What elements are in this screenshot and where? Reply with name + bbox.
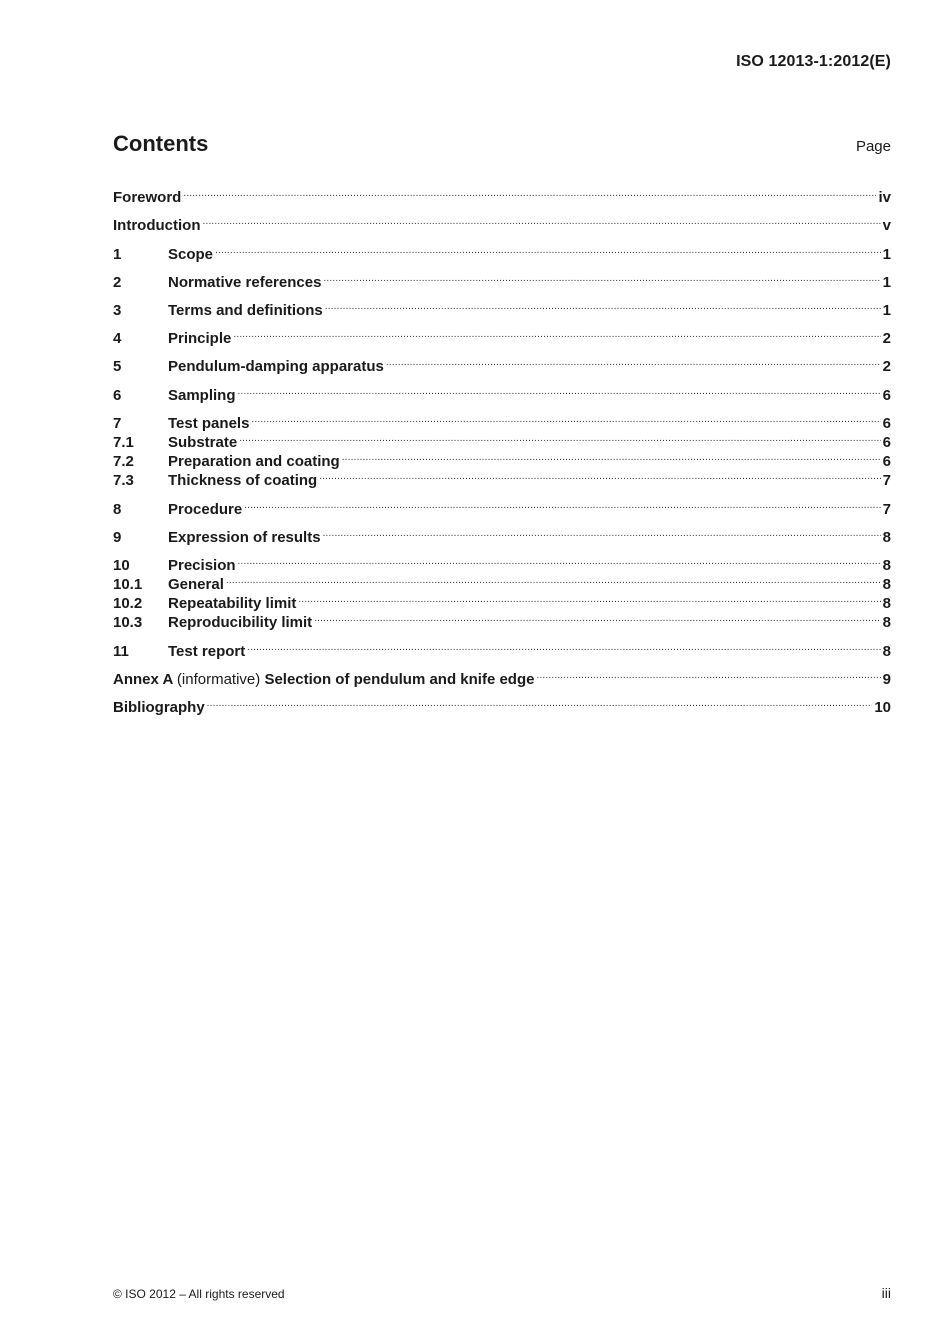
toc-leader-dots [207,693,873,712]
toc-entry-page: 1 [882,302,891,319]
toc-entry-precision[interactable] [113,551,891,574]
annex-label: Annex A [113,671,173,688]
toc-entry-number: 8 [113,501,122,518]
toc-entry-page: 8 [882,557,891,574]
toc-entry-title [113,671,534,688]
toc-entry-title: Bibliography [113,699,205,716]
toc-entry-title: Terms and definitions [168,302,323,319]
toc-entry-title: Pendulum-damping apparatus [168,358,384,375]
toc-leader-dots [319,466,880,485]
toc-entry-bibliography[interactable] [113,693,891,716]
toc-entry-number: 9 [113,529,122,546]
toc-entry-scope[interactable] [113,240,891,263]
toc-entry-introduction[interactable] [113,211,891,234]
toc-entry-page: 2 [882,330,891,347]
toc-entry-page: 6 [882,415,891,432]
footer-page-number: iii [881,1285,891,1301]
toc-entry-terms-and-definitions[interactable] [113,296,891,319]
toc-entry-title: General [168,576,224,593]
toc-entry-title: Introduction [113,217,201,234]
toc-leader-dots [202,211,880,230]
toc-entry-number: 7 [113,415,122,432]
toc-entry-page: 7 [882,501,891,518]
toc-entry-title: Foreword [113,189,182,206]
toc-entry-title: Preparation and coating [168,453,340,470]
toc-entry-normative-references[interactable] [113,268,891,291]
toc-entry-number: 10.1 [113,576,143,593]
contents-heading: Contents [113,131,209,156]
toc-leader-dots [238,381,881,400]
toc-leader-dots [239,428,880,447]
toc-leader-dots [233,324,880,343]
toc-entry-test-panels[interactable] [113,409,891,432]
toc-leader-dots [314,608,880,627]
toc-entry-general[interactable] [113,570,891,593]
toc-entry-page: 10 [874,699,891,716]
toc-entry-number: 4 [113,330,122,347]
toc-leader-dots [183,183,876,202]
toc-entry-title: Procedure [168,501,243,518]
toc-entry-preparation-and-coating[interactable] [113,447,891,470]
toc-leader-dots [342,447,881,466]
toc-entry-page: 8 [882,614,891,631]
toc-entry-foreword[interactable] [113,183,891,206]
toc-leader-dots [325,296,881,315]
toc-entry-page: 9 [882,671,891,688]
toc-entry-number: 1 [113,246,122,263]
annex-note: (informative) [176,671,261,688]
toc-entry-page: 7 [882,472,891,489]
toc-entry-page: 6 [882,453,891,470]
toc-leader-dots [323,523,881,542]
toc-entry-test-report[interactable] [113,637,891,660]
toc-leader-dots [323,268,880,287]
toc-entry-repeatability-limit[interactable] [113,589,891,612]
toc-entry-title: Test report [168,643,246,660]
toc-entry-number: 7.1 [113,434,134,451]
toc-entry-sampling[interactable] [113,381,891,404]
page-column-label: Page [855,138,891,155]
toc-entry-page: 6 [882,387,891,404]
toc-entry-number: 7.3 [113,472,134,489]
toc-entry-title: Precision [168,557,236,574]
toc-entry-title: Repeatability limit [168,595,297,612]
toc-leader-dots [251,409,880,428]
toc-leader-dots [386,352,881,371]
toc-leader-dots [298,589,880,608]
toc-entry-number: 11 [113,643,129,660]
toc-entry-title: Normative references [168,274,322,291]
toc-entry-title: Reproducibility limit [168,614,313,631]
toc-entry-number: 2 [113,274,122,291]
toc-entry-page: 8 [882,529,891,546]
toc-entry-page: 2 [882,358,891,375]
toc-entry-title: Substrate [168,434,238,451]
toc-entry-number: 10 [113,557,130,574]
annex-title: Selection of pendulum and knife edge [264,671,535,688]
toc-entry-title: Thickness of coating [168,472,318,489]
toc-entry-page: v [882,217,891,234]
toc-entry-substrate[interactable] [113,428,891,451]
toc-entry-principle[interactable] [113,324,891,347]
toc-leader-dots [238,551,881,570]
toc-entry-procedure[interactable] [113,495,891,518]
toc-leader-dots [226,570,881,589]
toc-entry-number: 5 [113,358,122,375]
toc-entry-reproducibility-limit[interactable] [113,608,891,631]
toc-entry-page: 1 [882,246,891,263]
toc-entry-pendulum-damping-apparatus[interactable] [113,352,891,375]
toc-entry-title: Sampling [168,387,236,404]
toc-entry-title: Principle [168,330,232,347]
toc-leader-dots [536,665,880,684]
toc-leader-dots [215,240,881,259]
toc-entry-number: 6 [113,387,122,404]
toc-entry-page: 1 [882,274,891,291]
toc-entry-page: iv [878,189,891,206]
toc-entry-page: 8 [882,595,891,612]
toc-entry-title: Scope [168,246,214,263]
toc-entry-annex-a[interactable] [113,665,891,688]
toc-entry-title: Expression of results [168,529,321,546]
toc-entry-page: 8 [882,643,891,660]
toc-entry-page: 8 [882,576,891,593]
toc-entry-number: 10.2 [113,595,143,612]
toc-entry-expression-of-results[interactable] [113,523,891,546]
toc-entry-title: Test panels [168,415,250,432]
document-identifier: ISO 12013-1:2012(E) [736,53,891,70]
toc-entry-thickness-of-coating[interactable] [113,466,891,489]
toc-leader-dots [247,637,880,656]
toc-entry-number: 10.3 [113,614,143,631]
footer-copyright: © ISO 2012 – All rights reserved [113,1287,285,1301]
table-of-contents [113,0,891,1344]
toc-leader-dots [244,495,880,514]
toc-entry-page: 6 [882,434,891,451]
toc-entry-number: 3 [113,302,122,319]
toc-entry-number: 7.2 [113,453,134,470]
